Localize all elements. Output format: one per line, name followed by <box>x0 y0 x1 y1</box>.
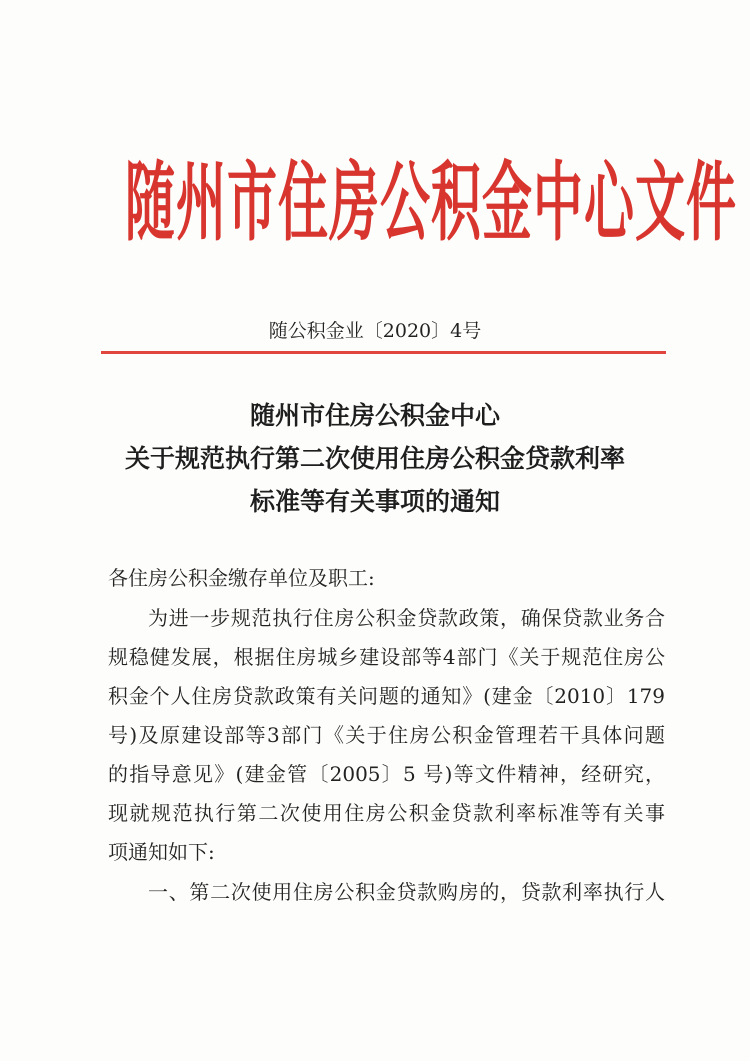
body-line: 一、第二次使用住房公积金贷款购房的，贷款利率执行人 <box>148 880 665 904</box>
body-line: 项通知如下: <box>108 840 215 864</box>
body-line: 规稳健发展，根据住房城乡建设部等4部门《关于规范住房公 <box>108 645 665 669</box>
title-line-2: 关于规范执行第二次使用住房公积金贷款利率 <box>124 444 625 473</box>
red-divider <box>101 351 666 354</box>
document-number: 随公积金业〔2020〕4号 <box>268 320 482 342</box>
body-line: 为进一步规范执行住房公积金贷款政策，确保贷款业务合 <box>148 606 665 630</box>
salutation: 各住房公积金缴存单位及职工: <box>108 566 375 590</box>
title-line-1: 随州市住房公积金中心 <box>249 401 500 430</box>
title-line-3: 标准等有关事项的通知 <box>249 487 500 516</box>
document-masthead: 随州市住房公积金中心文件 <box>125 153 737 253</box>
body-line: 的指导意见》(建金管〔2005〕5 号)等文件精神，经研究， <box>108 762 665 786</box>
body-line: 现就规范执行第二次使用住房公积金贷款利率标准等有关事 <box>108 801 665 825</box>
body-line: 号)及原建设部等3部门《关于住房公积金管理若干具体问题 <box>108 723 665 747</box>
body-line: 积金个人住房贷款政策有关问题的通知》(建金〔2010〕179 <box>108 684 665 708</box>
